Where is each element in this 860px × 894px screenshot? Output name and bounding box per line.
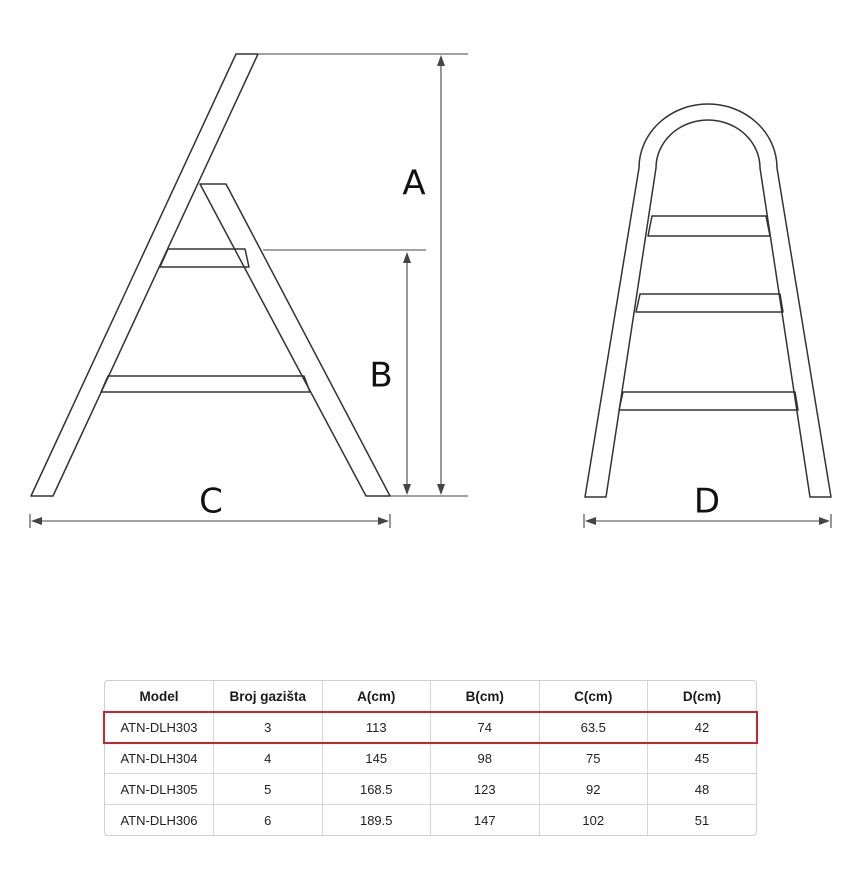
table-cell: 4: [214, 743, 323, 774]
table-cell: 168.5: [322, 774, 431, 805]
column-header-a: A(cm): [322, 681, 431, 712]
table-cell: 51: [694, 812, 710, 828]
table-cell: 98: [431, 743, 540, 774]
dimension-label-a: A: [402, 163, 426, 204]
dimension-label-b: B: [369, 355, 393, 396]
front-view-step: [636, 294, 783, 312]
table-cell: 42: [648, 712, 757, 743]
dimension-label-d: D: [693, 481, 721, 522]
table-cell: 45: [648, 743, 757, 774]
table-cell: 189.5: [322, 805, 431, 836]
specifications-table: [105, 681, 756, 835]
table-row: [105, 743, 756, 774]
column-header-c: C(cm): [539, 681, 648, 712]
front-view-step: [648, 216, 770, 236]
table-cell: 48: [648, 774, 757, 805]
table-cell: 123: [431, 774, 540, 805]
table-row: [105, 774, 756, 805]
column-header-model: Model: [105, 681, 214, 712]
table-cell: 75: [539, 743, 648, 774]
table-cell: 63.5: [539, 712, 648, 743]
table-cell: 92: [539, 774, 648, 805]
table-row: [105, 805, 756, 836]
table-cell: 113: [322, 712, 431, 743]
table-cell: 6: [214, 805, 323, 836]
column-header-d: D(cm): [648, 681, 757, 712]
table-cell: ATN-DLH304: [105, 743, 214, 774]
table-cell: ATN-DLH306: [105, 805, 214, 836]
dimension-label-c: C: [199, 481, 223, 522]
table-header-row: [105, 681, 756, 712]
side-view-front-leg: [31, 54, 258, 496]
table-cell: 3: [214, 712, 323, 743]
front-view-step: [619, 392, 798, 410]
table-cell: 147: [431, 805, 540, 836]
table-cell: ATN-DLH305: [105, 774, 214, 805]
table-cell: ATN-DLH303: [105, 712, 214, 743]
table-cell: 145: [322, 743, 431, 774]
table-cell: 74: [431, 712, 540, 743]
front-view-frame: [585, 104, 831, 497]
table-cell: 5: [214, 774, 323, 805]
table-cell: 102: [539, 805, 648, 836]
specifications-table-container: [104, 680, 757, 836]
column-header-steps: Broj gazišta: [214, 681, 323, 712]
side-view-step: [101, 376, 310, 392]
side-view-rear-leg: [200, 184, 393, 496]
column-header-b: B(cm): [431, 681, 540, 712]
table-row: [105, 712, 756, 743]
